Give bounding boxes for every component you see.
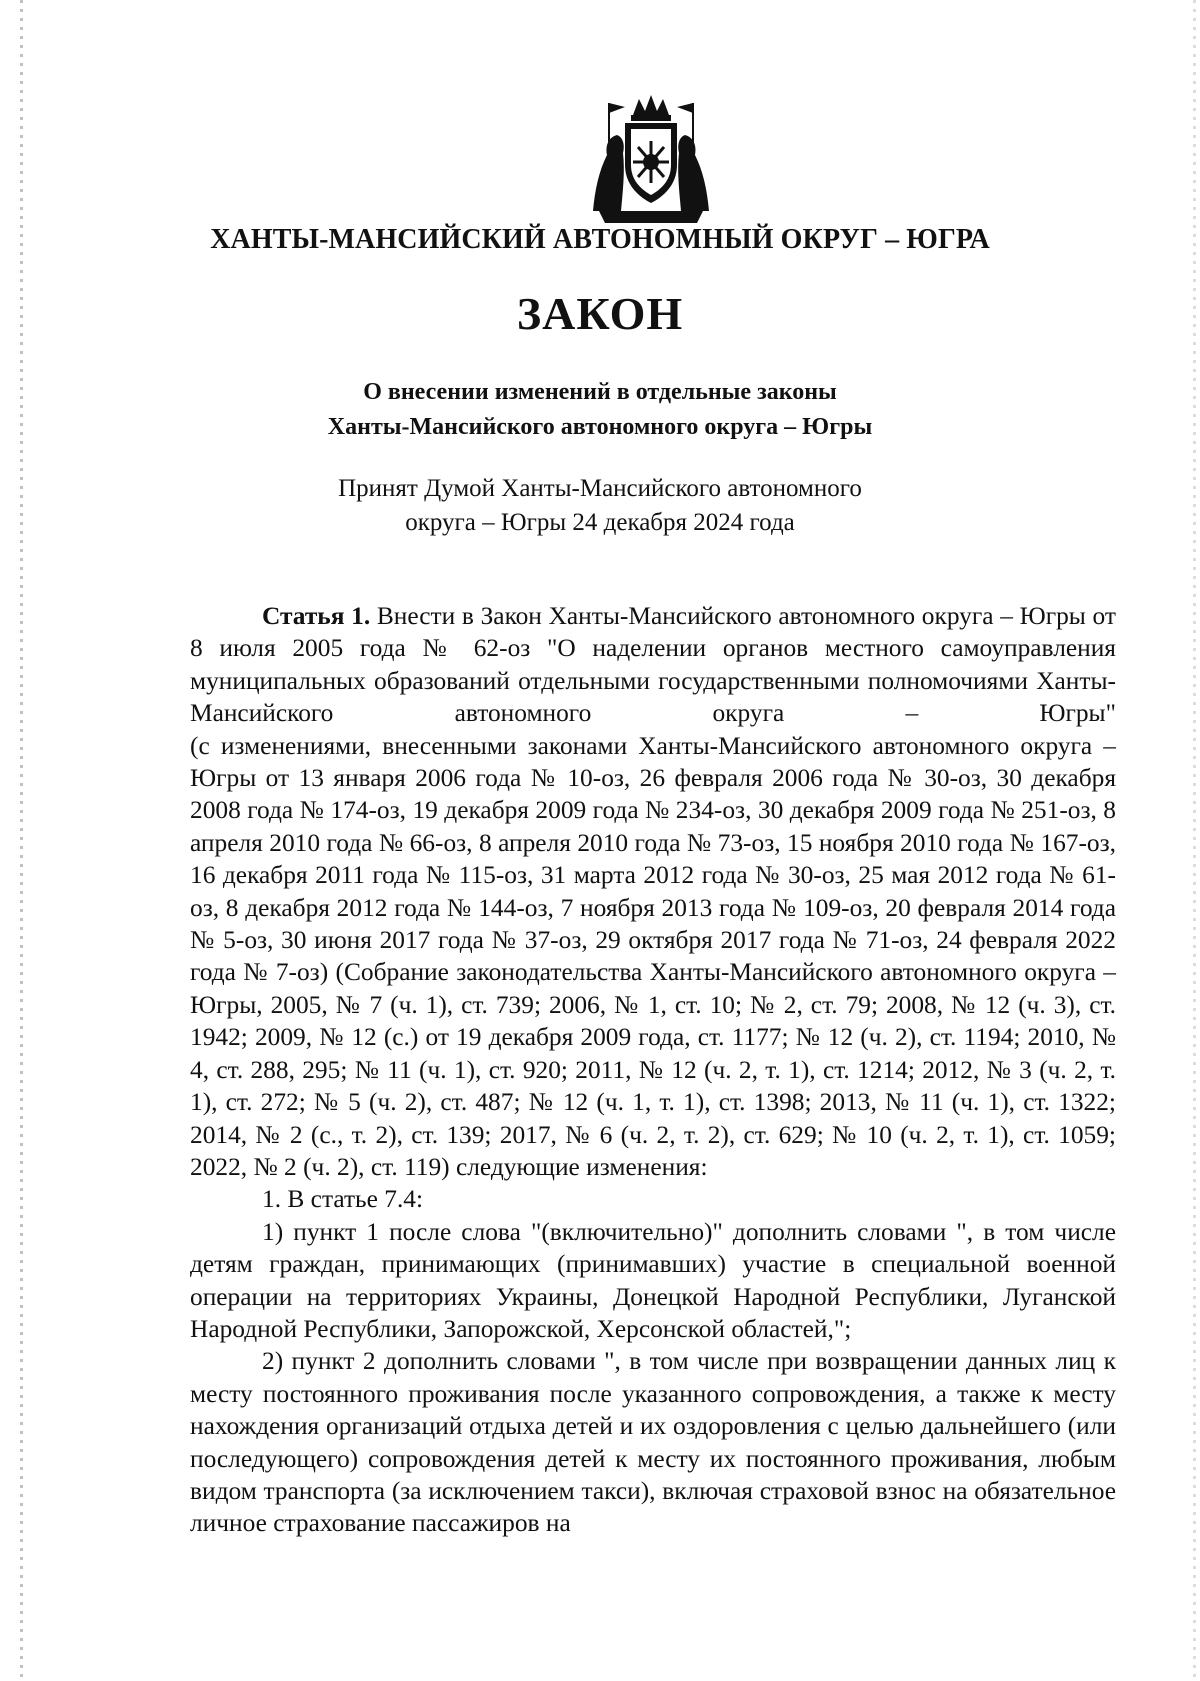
article-1-paragraph-amendments: (с изменениями, внесенными законами Ханты-Мансийского автономного округа – Югры от 13 января 2006 года № 10-оз, 26 февраля 2006 года № 30-оз, 30 декабря 2008 года № 174-оз, 19 декабря 2009 года № 234-оз, 30 декабря 2009 года № 251-оз, 8 апреля 2010 года № 66-оз, 8 апреля 2010 года № 73-оз, 15 ноября 2010 года № 167-оз, 16 декабря 2011 года № 115-оз, 31 марта 2012 года № 30-оз, 25 мая 2012 года № 61-оз, 8 декабря 2012 года № 144-оз, 7 ноября 2013 года № 109-оз, 20 февраля 2014 года № 5-оз, 30 июня 2017 года № 37-оз, 29 октября 2017 года № 71-оз, 24 февраля 2022 года № 7-оз) (Собрание законодательства Ханты-Мансийского автономного округа – Югры, 2005, № 7 (ч. 1), ст. 739; 2006, № 1, ст. 10; № 2, ст. 79; 2008, № 12 (ч. 3), ст. 1942; 2009, № 12 (с.) от 19 декабря 2009 года, ст. 1177; № 12 (ч. 2), ст. 1194; 2010, № 4, ст. 288, 295; № 11 (ч. 1), ст. 920; 2011, № 12 (ч. 2, т. 1), ст. 1214; 2012, № 3 (ч. 2, т. 1), ст. 272; № 5 (ч. 2), ст. 487; № 12 (ч. 1, т. 1), ст. 1398; 2013, № 11 (ч. 1), ст. 1322; 2014, № 2 (с., т. 2), ст. 139; 2017, № 6 (ч. 2, т. 2), ст. 629; № 10 (ч. 2, т. 1), ст. 1059; 2022, № 2 (ч. 2), ст. 119) следующие изменения:	[190, 731, 1116, 1181]
subtitle-line-2: Ханты-Мансийского автономного округа – Югры	[327, 414, 873, 440]
article-1-heading: Статья 1.	[262, 602, 371, 630]
article-1-text-opening: Внести в Закон Ханты-Мансийского автономного округа – Югры от 8 июля 2005 года № 62-оз "О наделении органов местного самоуправления муниципальных образований отдельными государственными полномочиями Ханты-Мансийского автономного округа – Югры"	[190, 602, 1116, 728]
subtitle-line-1: О внесении изменений в отдельные законы	[363, 379, 837, 405]
article-1-subitem-1: 1) пункт 1 после слова "(включительно)" дополнить словами ", в том числе детям граждан, принимающих (принимавших) участие в специальной военной операции на территориях Украины, Донецкой Народной Республики, Луганской Народной Республики, Запорожской, Херсонской областей,";	[190, 1217, 1116, 1343]
article-1-subitem-2: 2) пункт 2 дополнить словами ", в том числе при возвращении данных лиц к месту постоянного проживания после указанного сопровождения, а также к месту нахождения организаций отдыха детей и их оздоровления с целью дальнейшего (или последующего) сопровождения детей к месту их постоянного проживания, любым видом транспорта (за исключением такси), включая страховой взнос на обязательное личное страхование пассажиров на	[190, 1347, 1116, 1538]
adoption-note	[0, 472, 1200, 540]
article-1-paragraph-opening	[190, 600, 1116, 730]
article-1-item-1: 1. В статье 7.4:	[262, 1185, 424, 1214]
law-subtitle	[0, 375, 1200, 445]
region-title: ХАНТЫ-МАНСИЙСКИЙ АВТОНОМНЫЙ ОКРУГ – ЮГРА	[210, 224, 990, 255]
article-body	[190, 600, 1116, 1540]
coat-of-arms-emblem	[589, 93, 713, 225]
adoption-line-2: округа – Югры 24 декабря 2024 года	[405, 509, 795, 536]
document-type-title: ЗАКОН	[516, 288, 684, 339]
adoption-line-1: Принят Думой Ханты-Мансийского автономного	[338, 475, 862, 502]
